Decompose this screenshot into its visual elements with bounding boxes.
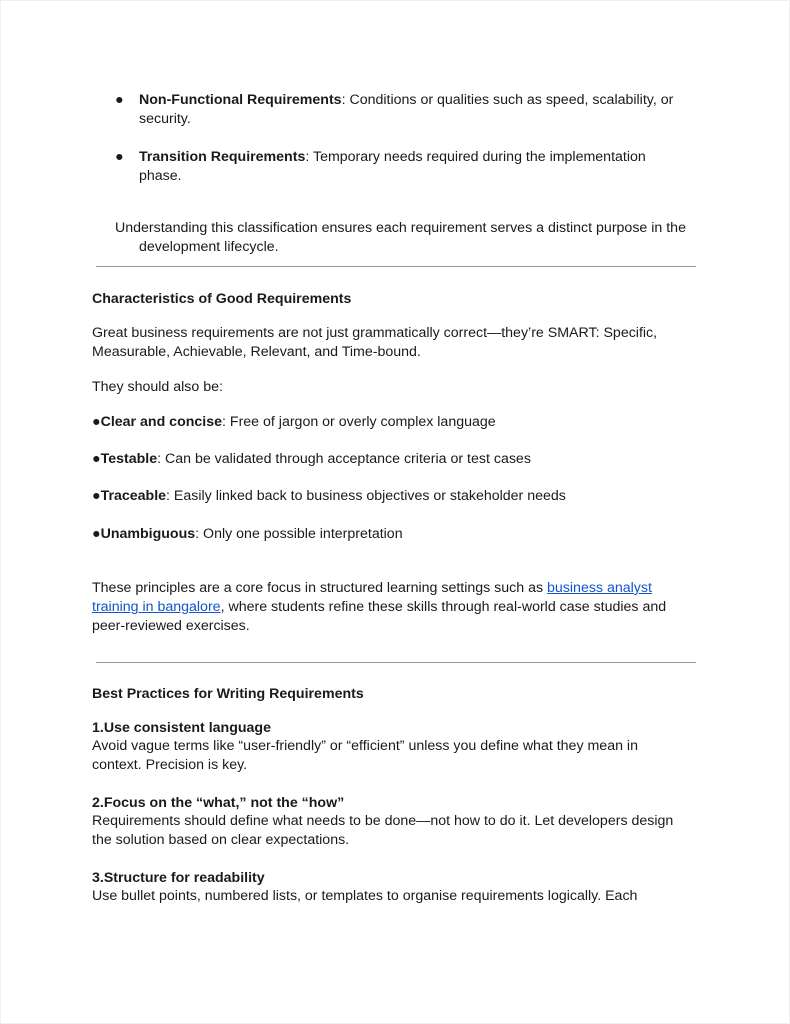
term-desc: : Temporary needs required during the implementation [305,149,646,165]
bullet-icon: ● [92,526,101,542]
paragraph-cont: context. Precision is key. [92,757,248,773]
bullet-icon: ● [92,451,101,467]
paragraph-cont: the solution based on clear expectations. [92,832,350,848]
bullet-icon: ● [115,92,124,108]
paragraph: Use bullet points, numbered lists, or templates to organise requirements logically. Each [92,888,638,904]
list-item-cont: phase. [139,168,182,184]
paragraph-cont: Measurable, Achievable, Relevant, and Time-bound. [92,344,421,360]
bullet-icon: ● [92,488,101,504]
paragraph-text: These principles are a core focus in structured learning settings such as [92,580,548,596]
list-item [92,487,566,506]
term-label: Unambiguous [100,526,196,542]
section-heading: Characteristics of Good Requirements [92,291,352,307]
paragraph-text: , where students refine these skills through real-world case studies and [220,599,667,615]
subheading: 2.Focus on the “what,” not the “how” [92,795,345,811]
paragraph-cont: peer-reviewed exercises. [92,618,250,634]
list-item [92,413,496,432]
paragraph: Avoid vague terms like “user-friendly” or “efficient” unless you define what they mean in [92,738,638,754]
summary-text: Understanding this classification ensures each requirement serves a distinct purpose in the [115,220,686,236]
term-desc: : Easily linked back to business objectives or stakeholder needs [166,488,566,504]
paragraph: Requirements should define what needs to be done—not how to do it. Let developers design [92,813,674,829]
term-desc: : Only one possible interpretation [195,526,403,542]
section-heading: Best Practices for Writing Requirements [92,686,364,702]
subheading: 1.Use consistent language [92,720,271,736]
divider [96,266,696,267]
list-item [92,450,531,469]
training-link-cont[interactable]: training in bangalore [92,599,221,615]
subheading: 3.Structure for readability [92,870,265,886]
paragraph: They should also be: [92,379,223,395]
bullet-icon: ● [92,414,101,430]
paragraph [92,579,652,598]
term-desc: : Free of jargon or overly complex language [222,414,496,430]
term-label: Traceable [100,488,167,504]
list-item [139,91,673,110]
term-label: Testable [100,451,158,467]
summary-text-cont: development lifecycle. [139,239,279,255]
paragraph: Great business requirements are not just grammatically correct—they’re SMART: Specific, [92,325,658,341]
term-desc: : Can be validated through acceptance criteria or test cases [157,451,531,467]
paragraph-cont [92,598,666,617]
term-label: Non-Functional Requirements [139,92,342,108]
term-desc: : Conditions or qualities such as speed, scalability, or [341,92,674,108]
list-item [139,148,646,167]
divider [96,662,696,663]
training-link[interactable]: business analyst [547,580,652,596]
term-label: Clear and concise [100,414,223,430]
list-item-cont: security. [139,111,191,127]
list-item [92,525,403,544]
term-label: Transition Requirements [139,149,306,165]
bullet-icon: ● [115,149,124,165]
